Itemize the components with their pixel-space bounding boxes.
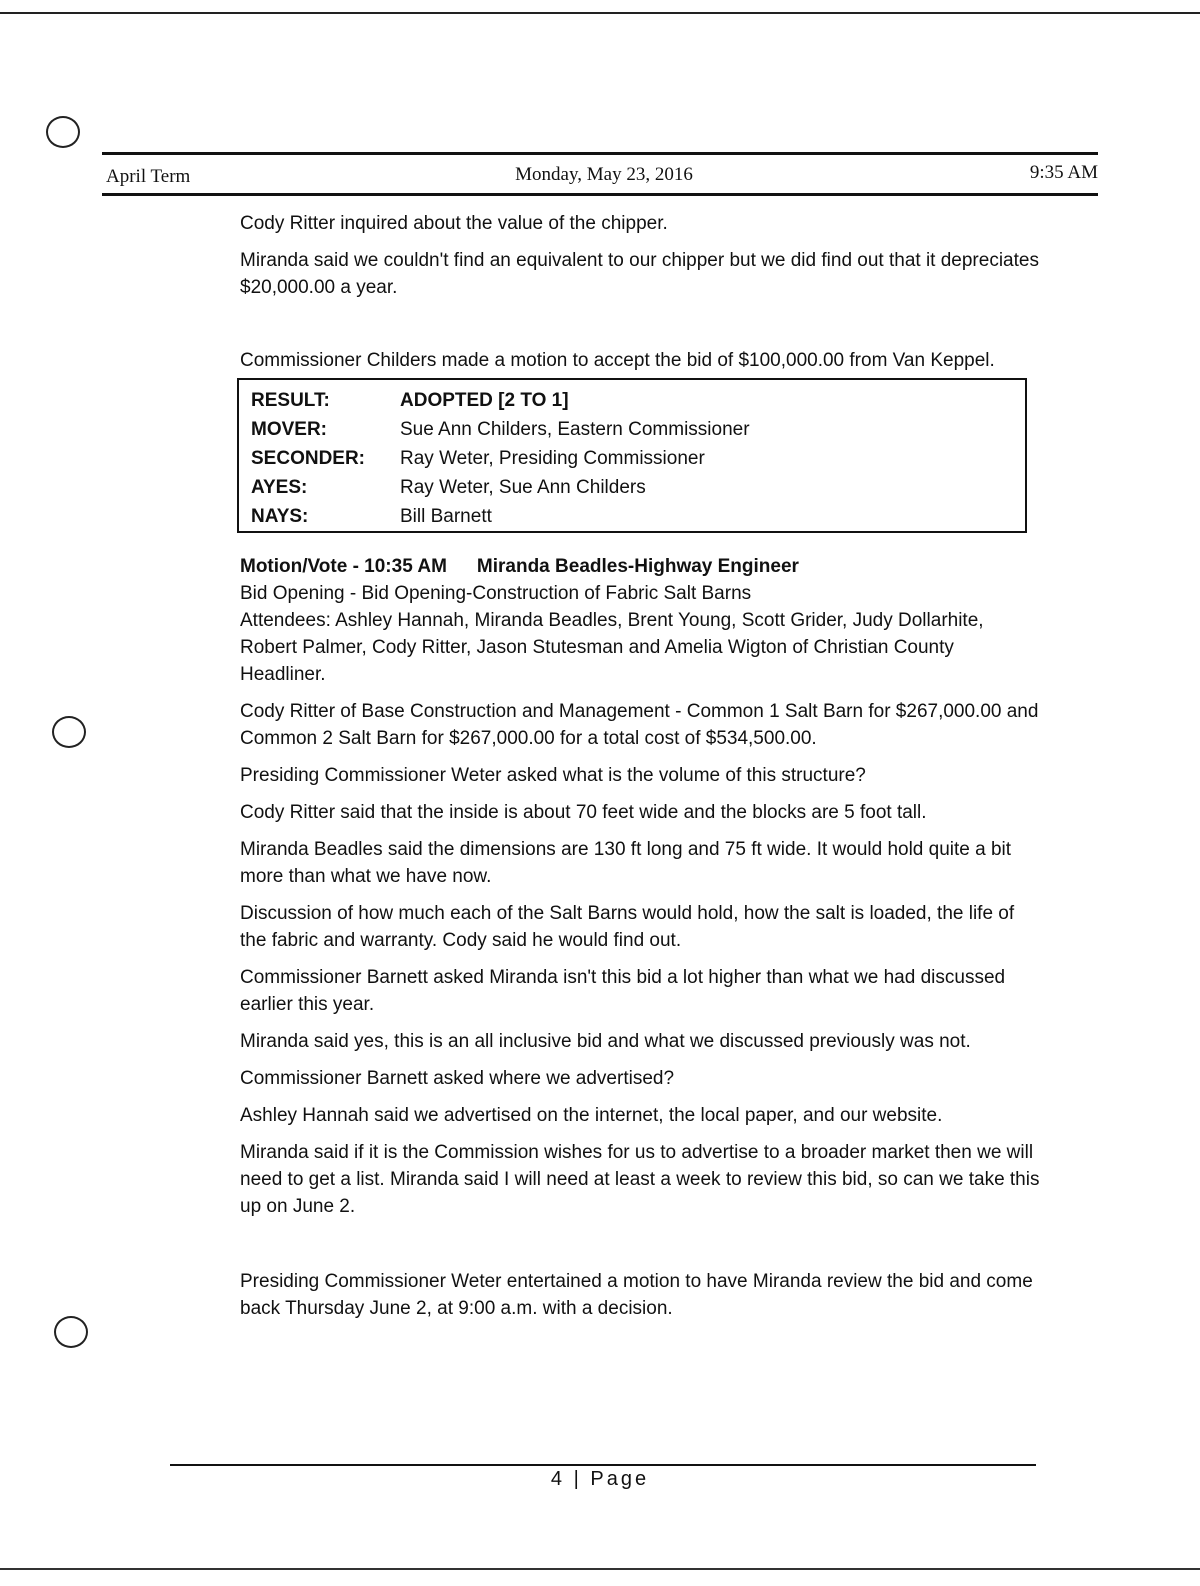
motion-vote-heading: [240, 553, 1040, 580]
paragraph: Cody Ritter inquired about the value of the chipper.: [240, 213, 668, 234]
vote-row: [238, 379, 1026, 415]
header-date: Monday, May 23, 2016: [515, 164, 693, 185]
paragraph: Miranda Beadles said the dimensions are 130 ft long and 75 ft wide. It would hold quite a bit more than what we have now.: [240, 839, 1012, 887]
scan-edge-bottom: [0, 1568, 1200, 1570]
attendees-line: Attendees: Ashley Hannah, Miranda Beadles, Brent Young, Scott Grider, Judy Dollarhite, Robert Palmer, Cody Ritter, Jason Stutesman and Amelia Wigton of Christian County Headliner.: [240, 610, 984, 685]
motion-paragraph: Commissioner Childers made a motion to accept the bid of $100,000.00 from Van Keppel.: [240, 350, 995, 371]
vote-row: [238, 473, 1026, 502]
paragraph: Presiding Commissioner Weter asked what is the volume of this structure?: [240, 765, 866, 786]
vote-value-mover: Sue Ann Childers, Eastern Commissioner: [400, 419, 750, 440]
vote-value-result: ADOPTED [2 TO 1]: [400, 390, 569, 411]
punch-hole-icon: [52, 716, 86, 748]
header-term: April Term: [106, 166, 191, 187]
vote-value-ayes: Ray Weter, Sue Ann Childers: [400, 477, 646, 498]
vote-label-result: RESULT:: [251, 390, 330, 411]
punch-hole-icon: [54, 1316, 88, 1348]
motion-vote-time: Motion/Vote - 10:35 AM: [240, 556, 447, 577]
vote-label-seconder: SECONDER:: [251, 448, 366, 469]
vote-result-table: [237, 378, 1027, 533]
vote-value-seconder: Ray Weter, Presiding Commissioner: [400, 448, 705, 469]
paragraph: Ashley Hannah said we advertised on the internet, the local paper, and our website.: [240, 1105, 943, 1126]
bid-opening-line: Bid Opening - Bid Opening-Construction of Fabric Salt Barns: [240, 583, 752, 604]
spacer: [240, 311, 1040, 347]
paragraph: Miranda said yes, this is an all inclusive bid and what we discussed previously was not.: [240, 1031, 971, 1052]
paragraph: Cody Ritter of Base Construction and Management - Common 1 Salt Barn for $267,000.00 and Common 2 Salt Barn for $267,000.00 for a total cost of $534,500.00.: [240, 701, 1039, 749]
page-number: 4 | Page: [550, 1468, 650, 1490]
header-rule-top: [102, 152, 1098, 155]
vote-row: [238, 444, 1026, 473]
paragraph: Cody Ritter said that the inside is about 70 feet wide and the blocks are 5 foot tall.: [240, 802, 927, 823]
vote-value-nays: Bill Barnett: [400, 506, 492, 527]
punch-hole-icon: [46, 116, 80, 148]
paragraph: Commissioner Barnett asked Miranda isn't this bid a lot higher than what we had discussed earlier this year.: [240, 967, 1006, 1015]
paragraph: Miranda said if it is the Commission wishes for us to advertise to a broader market then we will need to get a list. Miranda said I will need at least a week to review this bid, so can we take this up on June 2.: [240, 1142, 1040, 1217]
header-time: 9:35 AM: [1029, 162, 1098, 183]
header-rule-bottom: [102, 193, 1098, 196]
footer-rule: [170, 1464, 1036, 1466]
paragraph: Commissioner Barnett asked where we advertised?: [240, 1068, 675, 1089]
vote-label-ayes: AYES:: [251, 477, 308, 498]
spacer: [240, 1230, 1040, 1268]
paragraph: Miranda said we couldn't find an equivalent to our chipper but we did find out that it depreciates $20,000.00 a year.: [240, 250, 1039, 298]
vote-row: [238, 502, 1026, 532]
vote-label-nays: NAYS:: [251, 506, 309, 527]
scan-edge-top: [0, 12, 1200, 14]
vote-row: [238, 415, 1026, 444]
motion-vote-block: [240, 553, 1040, 688]
final-paragraph: Presiding Commissioner Weter entertained a motion to have Miranda review the bid and come back Thursday June 2, at 9:00 a.m. with a decision.: [240, 1271, 1033, 1319]
motion-vote-presenter: Miranda Beadles-Highway Engineer: [476, 556, 799, 577]
vote-label-mover: MOVER:: [251, 419, 327, 440]
document-body: [240, 210, 1040, 1332]
paragraph: Discussion of how much each of the Salt Barns would hold, how the salt is loaded, the life of the fabric and warranty. Cody said he would find out.: [240, 903, 1015, 951]
